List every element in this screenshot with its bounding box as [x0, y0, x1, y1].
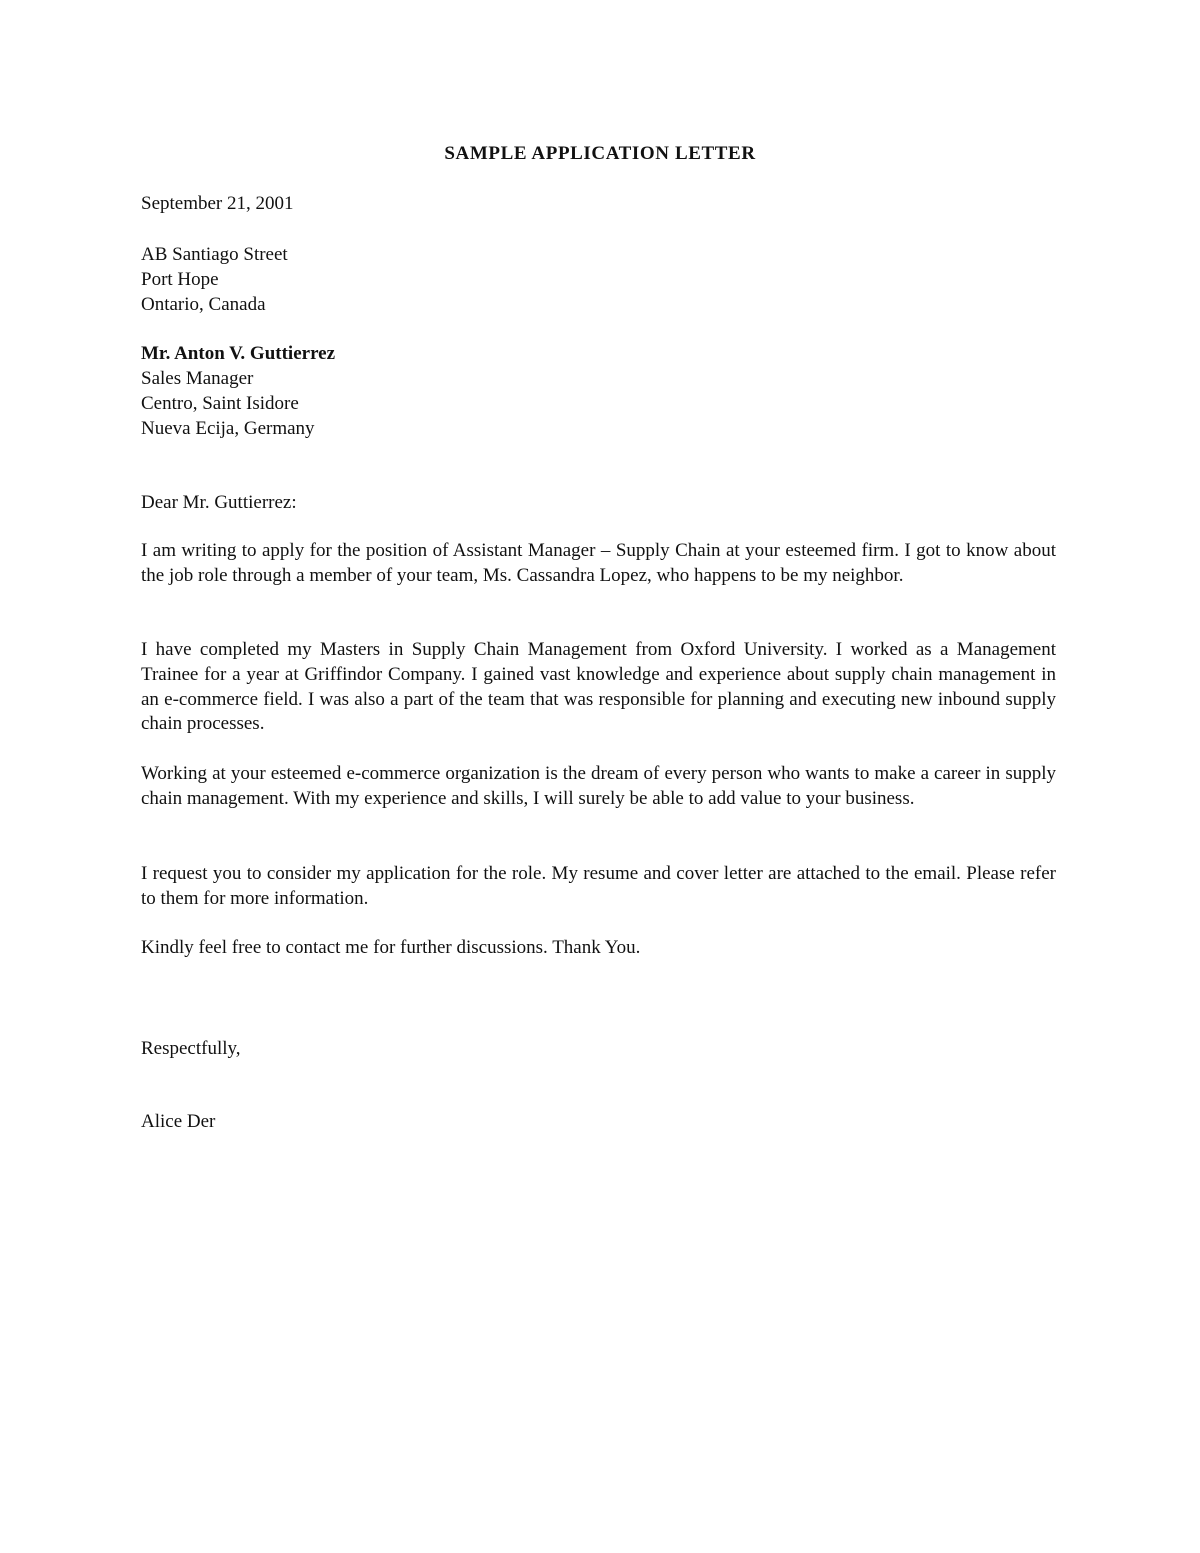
- body-paragraph-3: Working at your esteemed e-commerce organization is the dream of every person who wants to make a career in supply chain management. With my experience and skills, I will surely be able to add value to your business.: [141, 763, 1056, 809]
- salutation-text: Dear Mr. Guttierrez:: [141, 492, 297, 513]
- letter-date: [141, 191, 294, 216]
- sender-address-line: AB Santiago Street: [141, 244, 288, 265]
- body-paragraph-5: Kindly feel free to contact me for further discussions. Thank You.: [141, 937, 641, 958]
- signature-name: Alice Der: [141, 1111, 216, 1132]
- sender-address: [141, 242, 288, 317]
- recipient-address: [141, 341, 335, 441]
- signature: [141, 1109, 215, 1134]
- date-text: September 21, 2001: [141, 193, 294, 214]
- closing-text: Respectfully,: [141, 1038, 241, 1059]
- salutation: [141, 490, 297, 515]
- body-paragraph-1: I am writing to apply for the position of Assistant Manager – Supply Chain at your esteemed firm. I got to know about the job role through a member of your team, Ms. Cassandra Lopez, who happens to be my neighbor.: [141, 540, 1056, 586]
- closing: [141, 1036, 241, 1061]
- body-paragraph-2: I have completed my Masters in Supply Chain Management from Oxford University. I worked as a Management Trainee for a year at Griffindor Company. I gained vast knowledge and experience about supply chain management in an e-commerce field. I was also a part of the team that was responsible for planning and executing new inbound supply chain processes.: [141, 639, 1056, 735]
- recipient-address-line: Centro, Saint Isidore: [141, 393, 299, 414]
- recipient-name: Mr. Anton V. Guttierrez: [141, 343, 336, 364]
- letter-title: SAMPLE APPLICATION LETTER: [444, 143, 756, 164]
- recipient-address-line: Nueva Ecija, Germany: [141, 418, 315, 439]
- sender-address-line: Port Hope: [141, 269, 219, 290]
- sender-address-line: Ontario, Canada: [141, 294, 266, 315]
- recipient-address-line: Sales Manager: [141, 368, 254, 389]
- body-paragraph-4: I request you to consider my application for the role. My resume and cover letter are attached to the email. Please refer to them for more information.: [141, 863, 1056, 909]
